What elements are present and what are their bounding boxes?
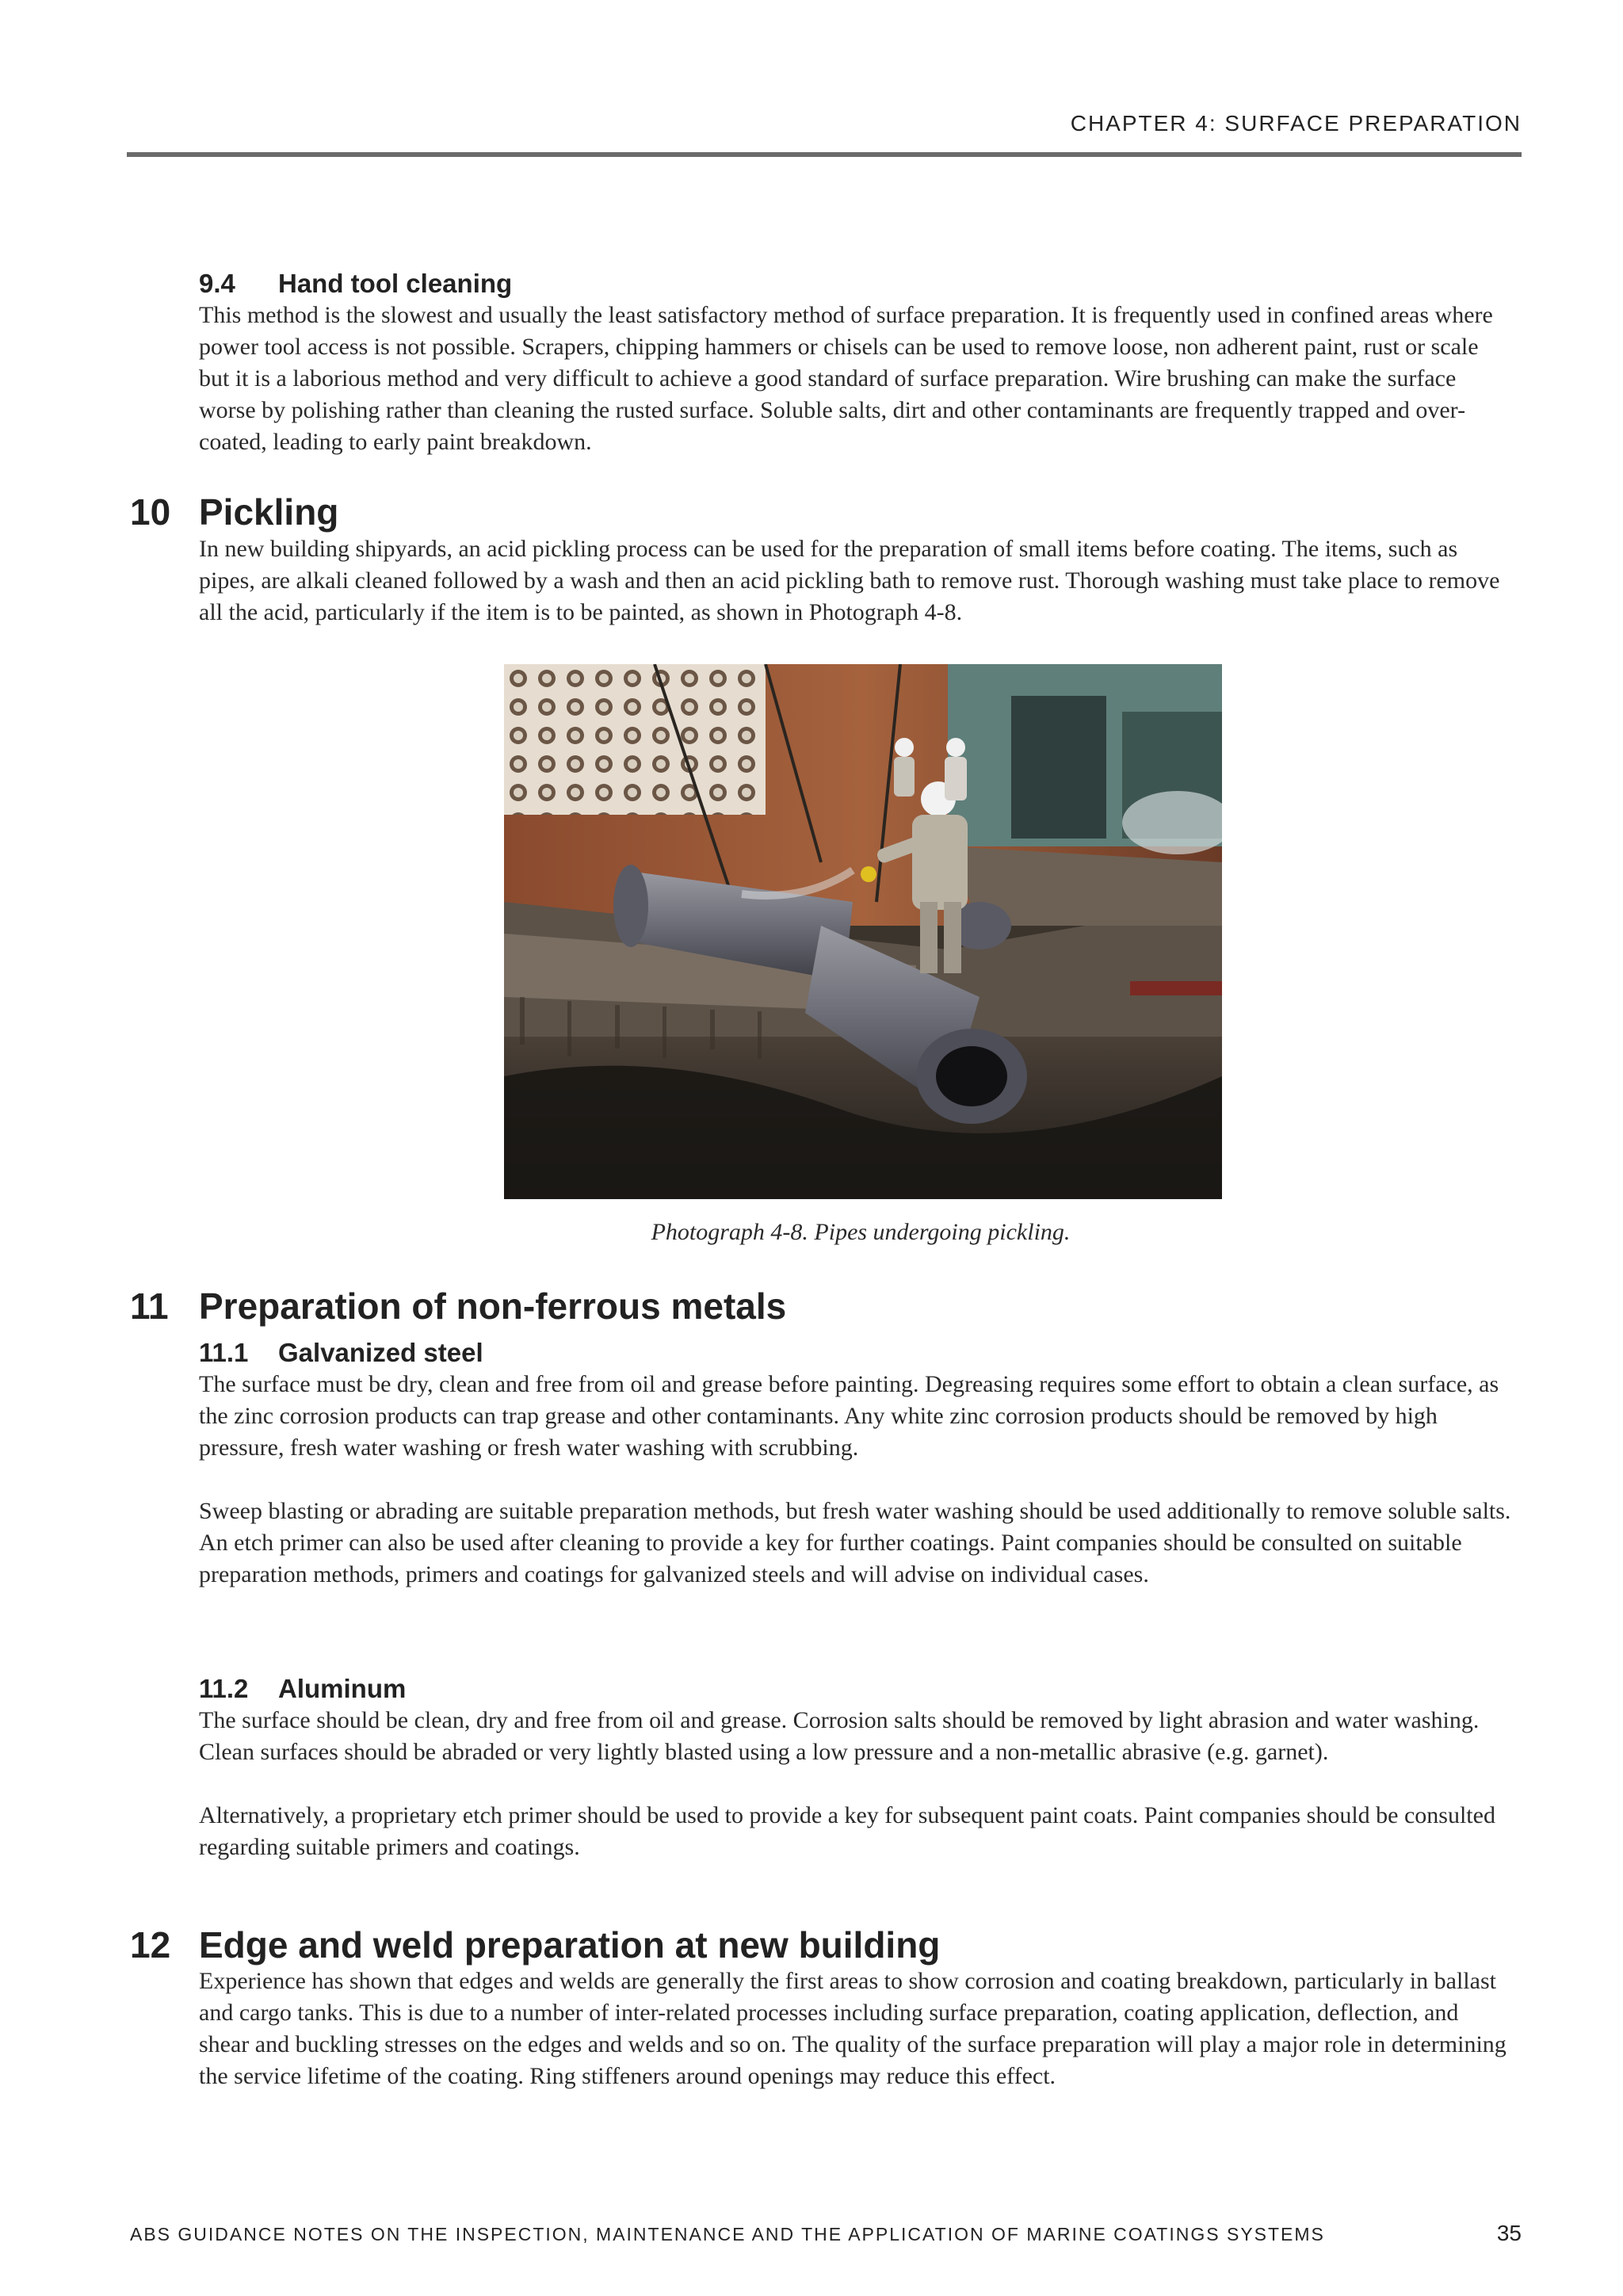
section-10-paragraph-1: In new building shipyards, an acid pickling process can be used for the preparation of small items before coating. The items, such as pipes, are alkali cleaned followed by a wash and then an acid pickling bath to remove rust. Thorough washing must take place to remove all the acid, particularly if the item is to be painted, as shown in Photograph 4-8.	[199, 536, 1500, 625]
section-number: 10	[130, 491, 171, 533]
section-number: 11.1	[199, 1338, 249, 1367]
section-9-4-heading	[199, 268, 1514, 300]
section-11-1-paragraph-1: The surface must be dry, clean and free from oil and grease before painting. Degreasing requires some effort to obtain a clean surface, as the zinc corrosion products can trap grease and other contaminants. Any white zinc corrosion products should be removed by high pressure, fresh water washing or fresh water washing with scrubbing.	[199, 1371, 1499, 1461]
section-12-heading	[130, 1924, 940, 1966]
section-title: Edge and weld preparation at new building	[199, 1924, 941, 1966]
section-title: Galvanized steel	[278, 1338, 483, 1367]
section-title: Preparation of non-ferrous metals	[199, 1286, 787, 1327]
header-rule	[127, 152, 1522, 157]
footer-page-number: 35	[1496, 2221, 1522, 2245]
section-11-1-heading	[199, 1337, 1514, 1369]
running-header: CHAPTER 4: SURFACE PREPARATION	[1070, 111, 1522, 136]
section-11-heading	[130, 1286, 786, 1327]
section-11-2	[199, 1673, 1514, 1863]
section-9-4	[199, 268, 1514, 458]
footer-publication-title: ABS GUIDANCE NOTES ON THE INSPECTION, MAINTENANCE AND THE APPLICATION OF MARINE COATINGS SYSTEMS	[130, 2224, 1325, 2244]
section-11-1-paragraph-2: Sweep blasting or abrading are suitable preparation methods, but fresh water washing should be used additionally to remove soluble salts. An etch primer can also be used after cleaning to provide a key for further coatings. Paint companies should be consulted on suitable preparation methods, primers and coatings for galvanized steels and will advise on individual cases.	[199, 1498, 1511, 1587]
section-11-1	[199, 1337, 1514, 1591]
section-title: Pickling	[199, 491, 339, 533]
section-11-2-paragraph-1: The surface should be clean, dry and free from oil and grease. Corrosion salts should be removed by light abrasion and water washing. Clean surfaces should be abraded or very lightly blasted using a low pressure and a non-metallic abrasive (e.g. garnet).	[199, 1707, 1480, 1765]
section-title: Aluminum	[278, 1674, 407, 1703]
section-number: 12	[130, 1924, 171, 1966]
pickling-photograph	[504, 664, 1222, 1199]
section-number: 11.2	[199, 1674, 249, 1703]
section-10-heading	[130, 491, 338, 533]
pickling-photo-illustration	[504, 664, 1222, 1199]
section-11-2-heading	[199, 1673, 1514, 1705]
section-9-4-paragraph-1: This method is the slowest and usually the least satisfactory method of surface preparation. It is frequently used in confined areas where power tool access is not possible. Scrapers, chipping hammers or chisels can be used to remove loose, non adherent paint, rust or scale but it is a laborious method and very difficult to achieve a good standard of surface preparation. Wire brushing can make the surface worse by polishing rather than cleaning the rusted surface. Soluble salts, dirt and other contaminants are frequently trapped and over-coated, leading to early paint breakdown.	[199, 302, 1493, 455]
section-12-paragraph-1: Experience has shown that edges and welds are generally the first areas to show corrosion and coating breakdown, particularly in ballast and cargo tanks. This is due to a number of inter-related processes including surface preparation, coating application, deflection, and shear and buckling stresses on the edges and welds and so on. The quality of the surface preparation will play a major role in determining the service lifetime of the coating. Ring stiffeners around openings may reduce this effect.	[199, 1968, 1507, 2089]
section-10-body	[199, 533, 1514, 628]
section-title: Hand tool cleaning	[278, 269, 513, 298]
section-12-body	[199, 1966, 1514, 2092]
section-number: 9.4	[199, 269, 235, 298]
section-number: 11	[130, 1286, 169, 1327]
photo-caption: Photograph 4-8. Pipes undergoing pickling.	[651, 1219, 1071, 1245]
section-11-2-paragraph-2: Alternatively, a proprietary etch primer should be used to provide a key for subsequent paint coats. Paint companies should be consulted regarding suitable primers and coatings.	[199, 1802, 1495, 1860]
